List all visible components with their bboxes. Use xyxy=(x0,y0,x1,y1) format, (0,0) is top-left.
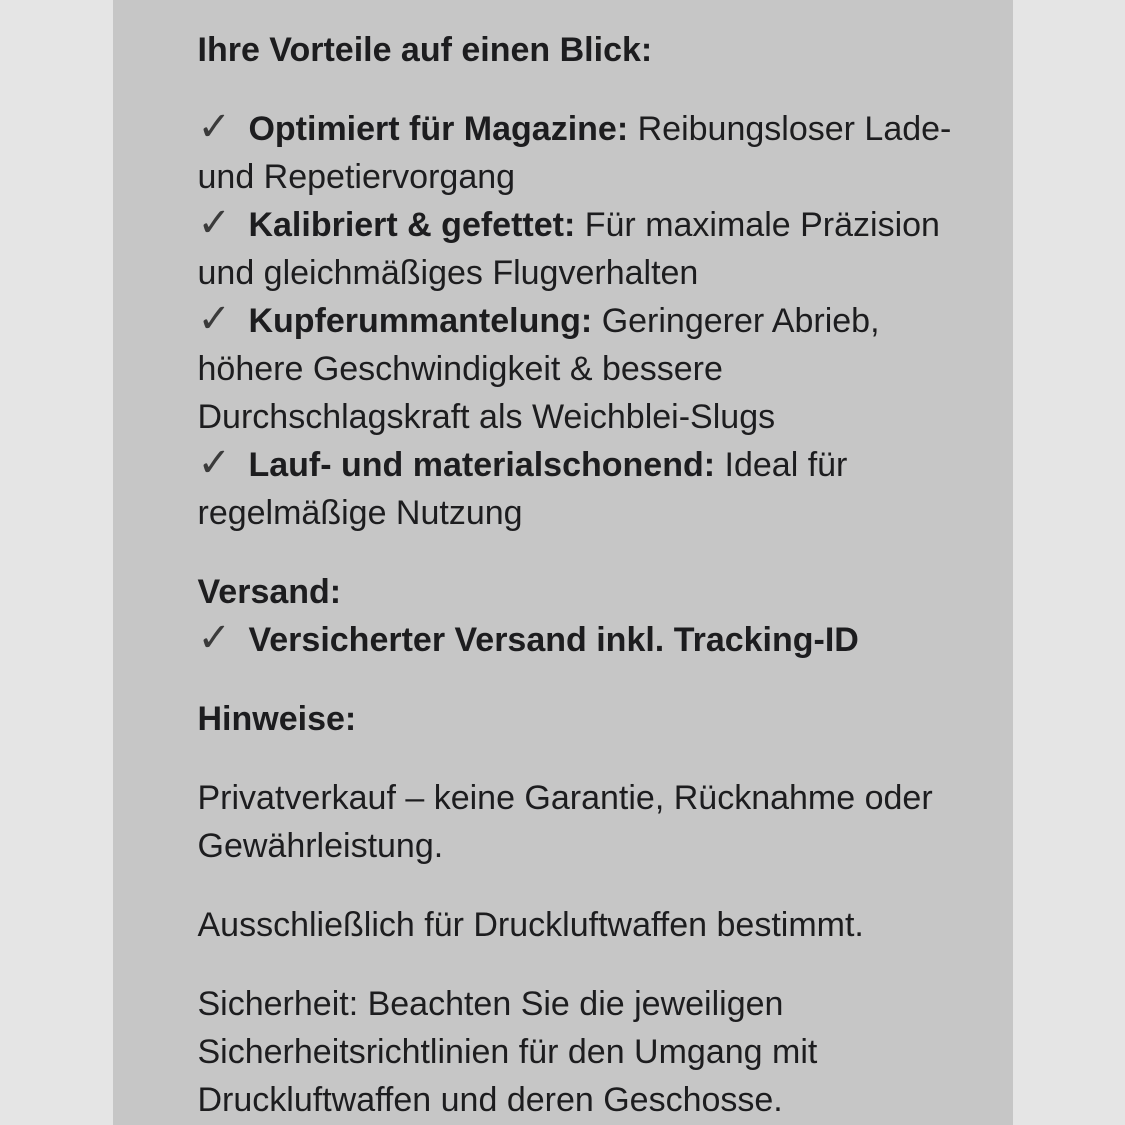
checkmark-icon: ✓ xyxy=(197,297,232,341)
note-paragraph: Privatverkauf – keine Garantie, Rücknahme oder Gewährleistung. xyxy=(197,779,933,865)
checkmark-icon: ✓ xyxy=(197,441,232,485)
benefit-item xyxy=(198,441,960,537)
checkmark-icon: ✓ xyxy=(197,105,232,149)
benefit-text: Reibungsloser Lade- und Repetiervorgang xyxy=(197,110,952,196)
shipping-heading: Versand: xyxy=(197,573,342,611)
shipping-item-label: Versicherter Versand inkl. Tracking-ID xyxy=(248,621,859,659)
listing-description-panel xyxy=(113,0,1013,1125)
note-paragraph: Sicherheit: Beachten Sie die jeweiligen Sicherheitsrichtlinien für den Umgang mit Druckluftwaffen und deren Geschosse. xyxy=(197,985,818,1119)
note-paragraph: Ausschließlich für Druckluftwaffen bestimmt. xyxy=(197,906,864,944)
benefits-list xyxy=(198,105,960,537)
benefit-label: Optimiert für Magazine: xyxy=(248,110,629,148)
benefit-item xyxy=(198,201,960,297)
shipping-section xyxy=(198,568,960,664)
benefit-item xyxy=(198,297,960,441)
checkmark-icon: ✓ xyxy=(197,201,232,245)
checkmark-icon: ✓ xyxy=(197,616,232,660)
benefits-heading: Ihre Vorteile auf einen Blick: xyxy=(197,31,653,69)
benefit-text: Für maximale Präzision und gleichmäßiges Flugverhalten xyxy=(197,206,940,292)
notes-heading: Hinweise: xyxy=(197,700,357,738)
benefit-label: Kalibriert & gefettet: xyxy=(248,206,576,244)
benefit-label: Lauf- und materialschonend: xyxy=(248,446,716,484)
benefit-label: Kupferummantelung: xyxy=(248,302,593,340)
benefit-text: Geringerer Abrieb, höhere Geschwindigkeit & bessere Durchschlagskraft als Weichblei-Slugs xyxy=(197,302,880,436)
benefit-text: Ideal für regelmäßige Nutzung xyxy=(197,446,848,532)
shipping-item xyxy=(198,616,960,664)
benefit-item xyxy=(198,105,960,201)
